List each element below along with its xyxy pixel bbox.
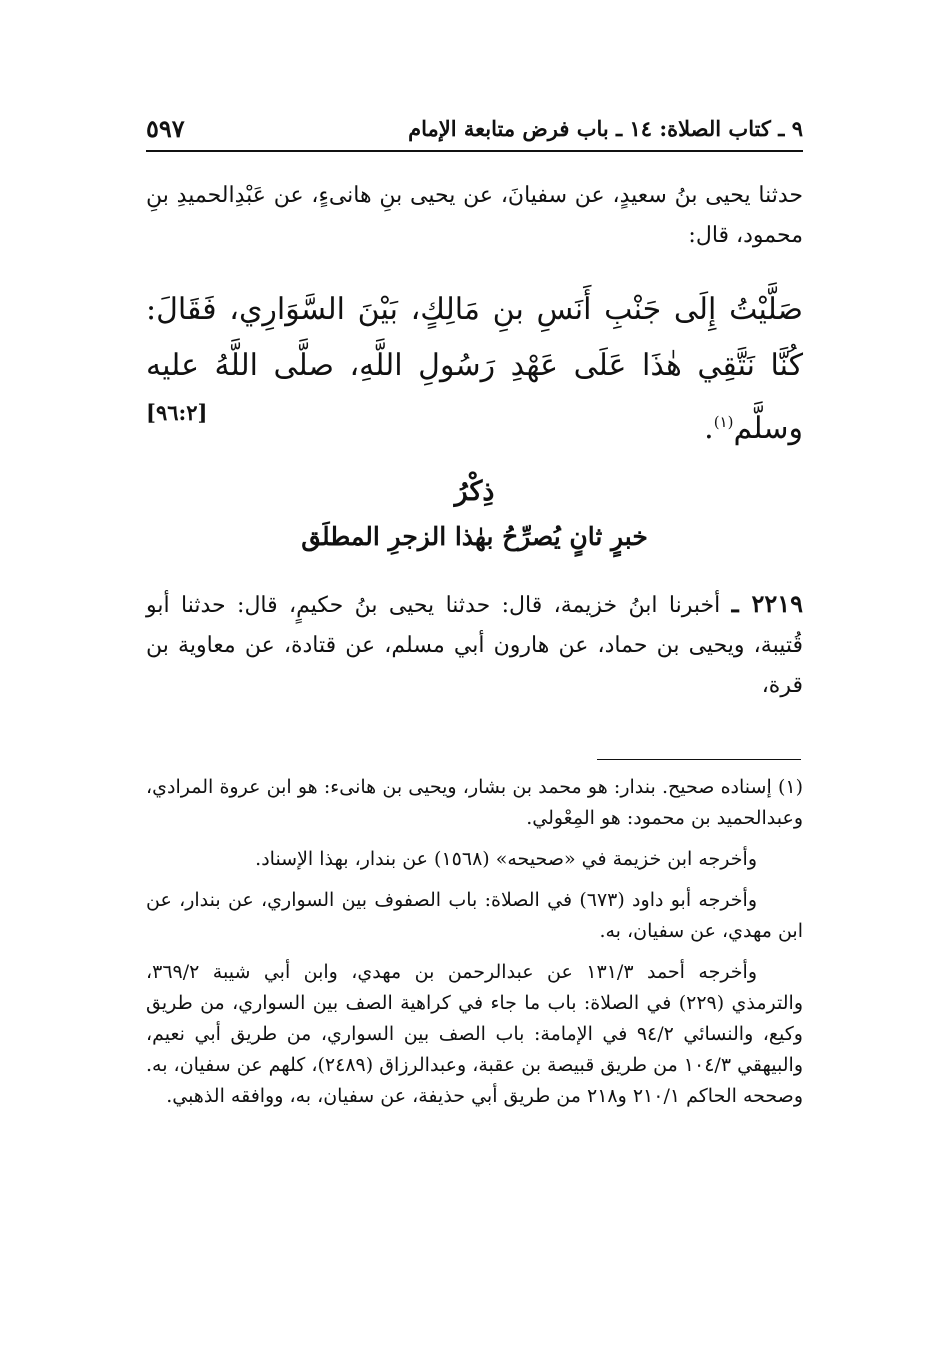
page-number: ٥٩٧: [146, 114, 185, 143]
footnote-paragraph: وأخرجه أبو داود (٦٧٣) في الصلاة: باب الصفوف بين السواري، عن بندار، عن ابن مهدي، عن سفيان، به.: [146, 889, 803, 942]
footnotes: [146, 772, 803, 1122]
hadith-matn: صَلَّيْتُ إِلَى جَنْبِ أَنَسِ بنِ مَالِكٍ، بَيْنَ السَّوَارِي، فَقَالَ: كُنَّا نَتَّقِي هٰذَا عَلَى عَهْدِ رَسُولِ اللَّهِ، صلَّى اللَّهُ عليه وسلَّم: [146, 292, 803, 446]
footnote-marker: (١): [713, 413, 734, 431]
hadith-reference: [٩٦:٢]: [146, 400, 208, 425]
hadith-paragraph: [146, 584, 803, 706]
footnote-divider: [597, 759, 801, 760]
hadith-number: ٢٢١٩ ـ: [731, 589, 804, 618]
isnad-paragraph: حدثنا يحيى بنُ سعيدٍ، عن سفيانَ، عن يحيى بنِ هانىءٍ، عن عَبْدِالحميدِ بنِ محمود، قال:: [146, 183, 803, 248]
footnote-paragraph: وأخرجه ابن خزيمة في «صحيحه» (١٥٦٨) عن بندار، بهذا الإسناد.: [255, 848, 757, 870]
running-head: ٩ ـ كتاب الصلاة: ١٤ ـ باب فرض متابعة الإمام: [408, 116, 803, 141]
section-subtitle: خبرٍ ثانٍ يُصرِّحُ بهٰذا الزجرِ المطلَق: [301, 522, 648, 551]
hadith-end: .: [704, 411, 714, 446]
hadith-isnad: أخبرنا ابنُ خزيمة، قال: حدثنا يحيى بنُ حكيمٍ، قال: حدثنا أبو قُتيبة، ويحيى بن حماد، عن هارون أبي مسلم، عن قتادة، عن معاوية بن قرة،: [146, 593, 803, 698]
hadith-text: [146, 282, 803, 457]
footnote-paragraph: وأخرجه أحمد ١٣١/٣ عن عبدالرحمن بن مهدي، وابن أبي شيبة ٣٦٩/٢، والترمذي (٢٢٩) في الصلاة: باب ما جاء في كراهية الصف بين السواري، من طريق وكيع، والنسائي ٩٤/٢ في الإمامة: باب الصف بين السواري، من طريق أبي نعيم، والبيهقي ١٠٤/٣ من طريق قبيصة بن عقبة، وعبدالرزاق (٢٤٨٩)، كلهم عن سفيان، به. وصححه الحاكم ٢١٠/١ و٢١٨ من طريق أبي حذيفة، عن سفيان، به، ووافقه الذهبي.: [146, 961, 804, 1107]
footnote-1: (١) إسناده صحيح. بندار: هو محمد بن بشار، ويحيى بن هانىء: هو ابن عروة المرادي، وعبدالحميد بن محمود: هو المِعْولي.: [146, 776, 803, 829]
section-title: ذِكْرُ: [454, 476, 495, 507]
page-header: [146, 110, 803, 152]
